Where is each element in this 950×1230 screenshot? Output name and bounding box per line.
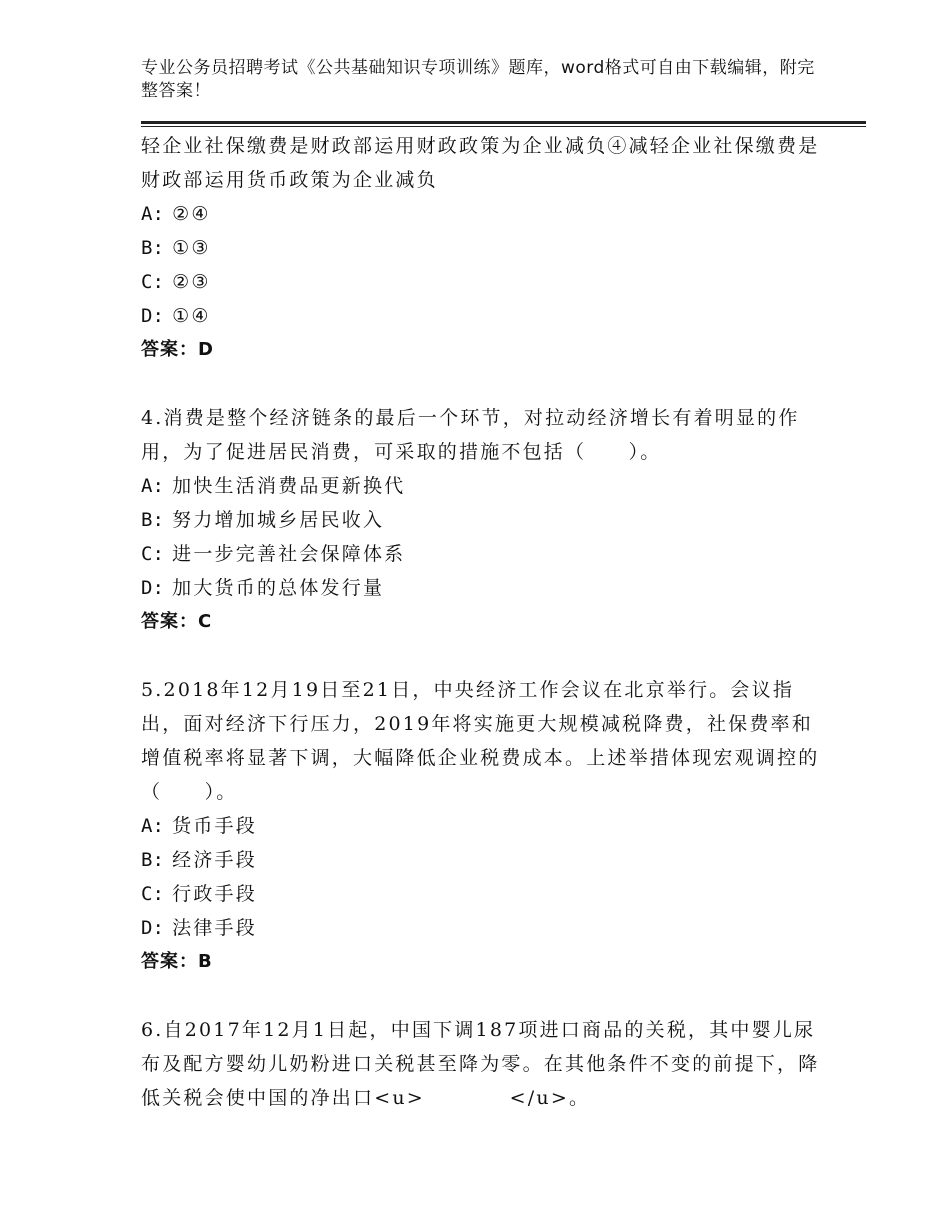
option-c [141, 877, 831, 911]
option-letter: B: [141, 237, 164, 259]
option-text: 货币手段 [172, 815, 257, 837]
option-a [141, 809, 831, 843]
answer-line: 答案：C [141, 611, 213, 632]
option-letter: A: [141, 475, 164, 497]
option-text: 经济手段 [172, 849, 257, 871]
question-stem: 6.自2017年12月1日起，中国下调187项进口商品的关税，其中婴儿尿布及配方婴幼儿奶粉进口关税甚至降为零。在其他条件不变的前提下，降低关税会使中国的净出口<u> </u>。 [141, 1019, 820, 1109]
option-b [141, 231, 831, 265]
option-text: ①④ [172, 305, 211, 327]
option-d [141, 299, 831, 333]
question-stem: 5.2018年12月19日至21日，中央经济工作会议在北京举行。会议指出，面对经济下行压力，2019年将实施更大规模减税降费，社保费率和增值税率将显著下调，大幅降低企业税费成本。上述举措体现宏观调控的（ ）。 [141, 679, 820, 803]
option-text: 努力增加城乡居民收入 [172, 509, 385, 531]
option-letter: C: [141, 543, 164, 565]
question-4 [141, 401, 831, 639]
option-text: 进一步完善社会保障体系 [172, 543, 406, 565]
option-letter: C: [141, 271, 164, 293]
question-stem: 轻企业社保缴费是财政部运用财政政策为企业减负④减轻企业社保缴费是财政部运用货币政策为企业减负 [141, 135, 820, 191]
option-text: 法律手段 [172, 917, 257, 939]
option-b [141, 843, 831, 877]
option-text: ②③ [172, 271, 211, 293]
option-text: 加大货币的总体发行量 [172, 577, 385, 599]
option-letter: A: [141, 815, 164, 837]
option-text: ②④ [172, 203, 211, 225]
option-letter: C: [141, 883, 164, 905]
question-6 [141, 1013, 831, 1115]
answer-line: 答案：D [141, 339, 214, 360]
option-d [141, 911, 831, 945]
option-a [141, 469, 831, 503]
page-header: 专业公务员招聘考试《公共基础知识专项训练》题库，word格式可自由下载编辑，附完整答案！ [141, 58, 815, 101]
option-letter: A: [141, 203, 164, 225]
option-text: 加快生活消费品更新换代 [172, 475, 406, 497]
option-d [141, 571, 831, 605]
option-letter: B: [141, 849, 164, 871]
question-5 [141, 673, 831, 979]
option-letter: B: [141, 509, 164, 531]
header-rule-thick [141, 121, 866, 124]
answer-line: 答案：B [141, 951, 213, 972]
header-rule-thin [141, 126, 866, 127]
question-stem: 4.消费是整个经济链条的最后一个环节，对拉动经济增长有着明显的作用，为了促进居民消费，可采取的措施不包括（ ）。 [141, 407, 800, 463]
option-b [141, 503, 831, 537]
option-letter: D: [141, 577, 164, 599]
option-text: ①③ [172, 237, 211, 259]
option-text: 行政手段 [172, 883, 257, 905]
option-c [141, 537, 831, 571]
option-a [141, 197, 831, 231]
question-3-continuation [141, 129, 831, 367]
option-letter: D: [141, 917, 164, 939]
option-letter: D: [141, 305, 164, 327]
option-c [141, 265, 831, 299]
question-content [141, 129, 831, 1115]
